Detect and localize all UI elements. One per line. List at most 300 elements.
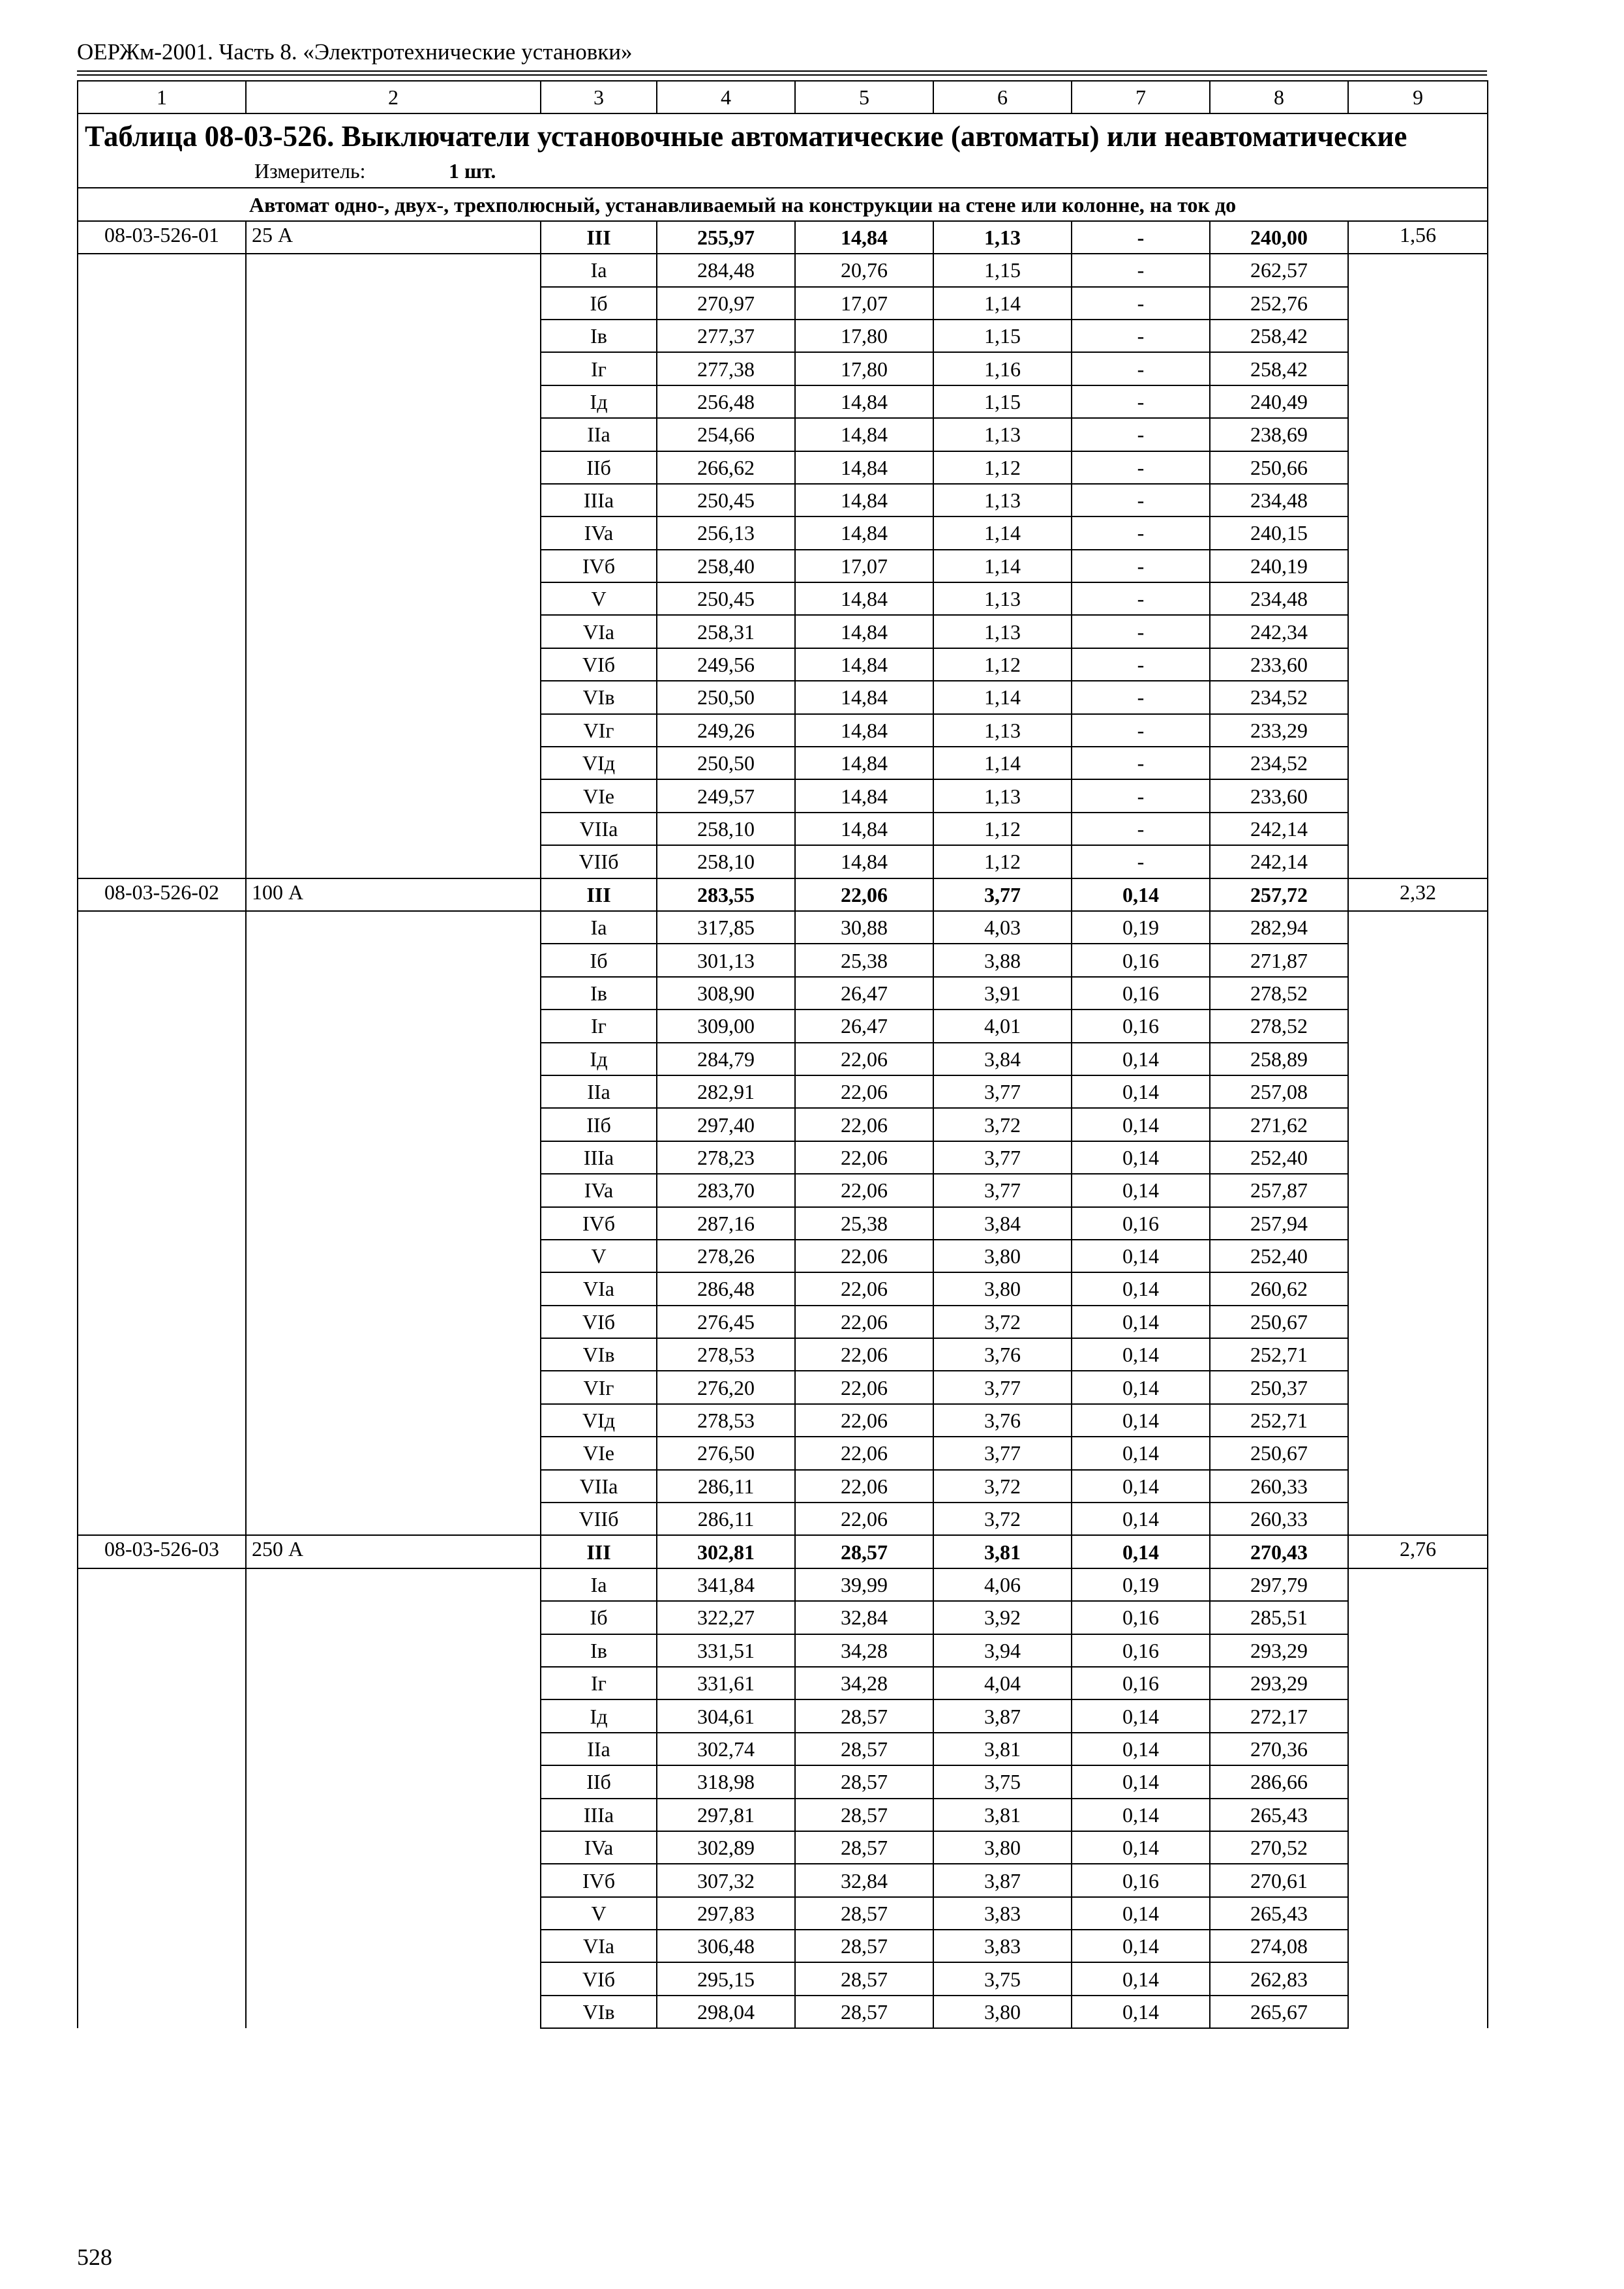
value-col8: 240,15	[1210, 516, 1348, 549]
value-col6: 3,83	[933, 1930, 1072, 1962]
value-col6: 1,14	[933, 747, 1072, 779]
value-col8: 278,52	[1210, 977, 1348, 1010]
value-col6: 1,13	[933, 615, 1072, 648]
region-code: IVa	[541, 1174, 657, 1206]
norm-code-cell	[78, 1831, 246, 1864]
norm-name-cell	[246, 1240, 541, 1272]
value-col9-cell	[1348, 1010, 1488, 1042]
region-code: VIв	[541, 681, 657, 713]
region-code: Ia	[541, 254, 657, 286]
table-row	[78, 944, 1488, 976]
norm-name-cell	[246, 320, 541, 352]
value-col6: 3,81	[933, 1535, 1072, 1568]
norm-name-cell	[246, 287, 541, 320]
norm-code-cell	[78, 1010, 246, 1042]
value-col5: 22,06	[795, 1404, 933, 1437]
value-col4: 278,53	[657, 1338, 795, 1371]
value-col4: 258,10	[657, 813, 795, 845]
value-col7: -	[1072, 582, 1210, 615]
norm-code-cell	[78, 385, 246, 418]
value-col9-cell	[1348, 418, 1488, 451]
norm-name-cell	[246, 747, 541, 779]
norm-name-cell	[246, 1371, 541, 1403]
value-col8: 250,67	[1210, 1437, 1348, 1469]
value-col9-cell	[1348, 615, 1488, 648]
value-col7: -	[1072, 320, 1210, 352]
value-col6: 3,92	[933, 1601, 1072, 1634]
value-col9-cell	[1348, 1634, 1488, 1667]
value-col5: 14,84	[795, 582, 933, 615]
value-col5: 22,06	[795, 1075, 933, 1108]
table-row	[78, 1535, 1488, 1568]
value-col8: 257,87	[1210, 1174, 1348, 1206]
table-row	[78, 1996, 1488, 2028]
value-col8: 240,00	[1210, 221, 1348, 254]
norm-code-cell	[78, 254, 246, 286]
value-col8: 270,43	[1210, 1535, 1348, 1568]
value-col4: 283,70	[657, 1174, 795, 1206]
value-col9-cell	[1348, 1733, 1488, 1765]
value-col6: 3,76	[933, 1338, 1072, 1371]
value-col4: 304,61	[657, 1699, 795, 1732]
value-col4: 301,13	[657, 944, 795, 976]
norm-name-cell	[246, 1831, 541, 1864]
value-col9-cell	[1348, 1962, 1488, 1995]
value-col9-cell	[1348, 1108, 1488, 1141]
value-col4: 318,98	[657, 1765, 795, 1798]
value-col4: 317,85	[657, 911, 795, 944]
norm-code-cell	[78, 1108, 246, 1141]
value-col7: 0,19	[1072, 911, 1210, 944]
value-col5: 22,06	[795, 1141, 933, 1174]
table-row	[78, 1864, 1488, 1896]
norm-name-cell	[246, 1010, 541, 1042]
value-col5: 22,06	[795, 1240, 933, 1272]
value-col6: 1,13	[933, 221, 1072, 254]
value-col5: 22,06	[795, 1437, 933, 1469]
value-col4: 278,53	[657, 1404, 795, 1437]
value-col6: 1,12	[933, 451, 1072, 484]
region-code: VIв	[541, 1996, 657, 2028]
value-col6: 1,14	[933, 550, 1072, 582]
norm-code-cell	[78, 845, 246, 878]
norm-name-cell	[246, 1503, 541, 1535]
value-col6: 3,76	[933, 1404, 1072, 1437]
value-col6: 3,81	[933, 1733, 1072, 1765]
value-col5: 14,84	[795, 451, 933, 484]
value-col4: 249,26	[657, 714, 795, 747]
value-col6: 3,80	[933, 1240, 1072, 1272]
region-code: VIIa	[541, 1470, 657, 1503]
norm-name: 100 А	[246, 878, 541, 911]
value-col5: 22,06	[795, 878, 933, 911]
value-col9-cell	[1348, 911, 1488, 944]
region-code: VIe	[541, 1437, 657, 1469]
region-code: Iв	[541, 1634, 657, 1667]
value-col4: 302,89	[657, 1831, 795, 1864]
value-col6: 3,77	[933, 1075, 1072, 1108]
value-col5: 25,38	[795, 944, 933, 976]
value-col9-cell	[1348, 254, 1488, 286]
table-title-cell	[78, 113, 1488, 188]
region-code: VIa	[541, 615, 657, 648]
value-col9-cell	[1348, 1371, 1488, 1403]
region-code: VIIб	[541, 845, 657, 878]
table-row	[78, 1733, 1488, 1765]
region-code: IIб	[541, 1108, 657, 1141]
value-col4: 306,48	[657, 1930, 795, 1962]
value-col5: 34,28	[795, 1667, 933, 1699]
value-col6: 1,12	[933, 845, 1072, 878]
value-col5: 14,84	[795, 418, 933, 451]
region-code: IIa	[541, 1733, 657, 1765]
value-col8: 258,42	[1210, 320, 1348, 352]
value-col4: 287,16	[657, 1207, 795, 1240]
norm-code-cell	[78, 1601, 246, 1634]
value-col9-cell	[1348, 1075, 1488, 1108]
column-number-row	[78, 81, 1488, 113]
table-row	[78, 451, 1488, 484]
value-col7: -	[1072, 254, 1210, 286]
value-col8: 250,67	[1210, 1306, 1348, 1338]
table-row	[78, 779, 1488, 812]
value-col8: 282,94	[1210, 911, 1348, 944]
norm-code-cell	[78, 418, 246, 451]
table-row	[78, 1108, 1488, 1141]
value-col5: 26,47	[795, 977, 933, 1010]
value-col7: 0,16	[1072, 1207, 1210, 1240]
value-col7: 0,14	[1072, 1141, 1210, 1174]
norm-code-cell	[78, 813, 246, 845]
value-col9-cell	[1348, 1799, 1488, 1831]
norm-name-cell	[246, 1733, 541, 1765]
value-col9-cell	[1348, 1141, 1488, 1174]
value-col5: 28,57	[795, 1535, 933, 1568]
value-col7: -	[1072, 615, 1210, 648]
table-row	[78, 254, 1488, 286]
value-col7: -	[1072, 451, 1210, 484]
value-col5: 14,84	[795, 484, 933, 516]
value-col8: 252,40	[1210, 1141, 1348, 1174]
value-col6: 3,75	[933, 1962, 1072, 1995]
value-col6: 3,77	[933, 1371, 1072, 1403]
value-col6: 3,87	[933, 1864, 1072, 1896]
norm-code-cell	[78, 451, 246, 484]
value-col9-cell	[1348, 1338, 1488, 1371]
value-col7: 0,16	[1072, 1010, 1210, 1042]
region-code: IVб	[541, 1864, 657, 1896]
value-col7: 0,14	[1072, 1733, 1210, 1765]
value-col4: 277,38	[657, 352, 795, 385]
value-col5: 14,84	[795, 221, 933, 254]
norm-code-cell	[78, 1733, 246, 1765]
region-code: VIг	[541, 1371, 657, 1403]
region-code: VIб	[541, 1962, 657, 1995]
norm-code-cell	[78, 1699, 246, 1732]
region-code: IVa	[541, 516, 657, 549]
value-col8: 278,52	[1210, 1010, 1348, 1042]
norm-name-cell	[246, 1634, 541, 1667]
norm-code-cell	[78, 714, 246, 747]
norm-code-cell	[78, 1075, 246, 1108]
value-col7: 0,14	[1072, 1404, 1210, 1437]
region-code: VIг	[541, 714, 657, 747]
value-col6: 3,87	[933, 1699, 1072, 1732]
table-row	[78, 418, 1488, 451]
table-row	[78, 648, 1488, 681]
table-row	[78, 221, 1488, 254]
norm-name-cell	[246, 1075, 541, 1108]
region-code: IIб	[541, 1765, 657, 1798]
value-col9-cell	[1348, 1930, 1488, 1962]
region-code: V	[541, 1897, 657, 1930]
value-col8: 293,29	[1210, 1634, 1348, 1667]
norm-name: 250 А	[246, 1535, 541, 1568]
norm-name-cell	[246, 1864, 541, 1896]
table-row	[78, 615, 1488, 648]
value-col4: 286,48	[657, 1272, 795, 1305]
value-col4: 322,27	[657, 1601, 795, 1634]
value-col6: 1,12	[933, 813, 1072, 845]
value-col7: -	[1072, 681, 1210, 713]
value-col6: 1,15	[933, 254, 1072, 286]
value-col4: 249,57	[657, 779, 795, 812]
value-col7: 0,16	[1072, 1864, 1210, 1896]
region-code: Ia	[541, 1568, 657, 1601]
value-col9-cell	[1348, 451, 1488, 484]
header-rule-bottom	[77, 74, 1487, 76]
value-col8: 252,71	[1210, 1404, 1348, 1437]
region-code: IVб	[541, 1207, 657, 1240]
value-col7: 0,14	[1072, 878, 1210, 911]
value-col7: 0,14	[1072, 1831, 1210, 1864]
value-col5: 30,88	[795, 911, 933, 944]
value-col4: 250,45	[657, 582, 795, 615]
norm-name-cell	[246, 615, 541, 648]
value-col7: 0,14	[1072, 1240, 1210, 1272]
value-col7: 0,16	[1072, 1601, 1210, 1634]
value-col4: 278,26	[657, 1240, 795, 1272]
table-row	[78, 1404, 1488, 1437]
value-col6: 3,91	[933, 977, 1072, 1010]
value-col7: -	[1072, 648, 1210, 681]
norm-name-cell	[246, 1404, 541, 1437]
region-code: V	[541, 1240, 657, 1272]
value-col9: 2,32	[1348, 878, 1488, 911]
value-col5: 28,57	[795, 1930, 933, 1962]
value-col7: 0,14	[1072, 1470, 1210, 1503]
value-col7: 0,14	[1072, 1338, 1210, 1371]
value-col5: 28,57	[795, 1962, 933, 1995]
section-heading: Автомат одно-, двух-, трехполюсный, устанавливаемый на конструкции на стене или колонне, на ток до	[78, 188, 1488, 220]
region-code: III	[541, 221, 657, 254]
value-col8: 250,66	[1210, 451, 1348, 484]
value-col6: 1,13	[933, 779, 1072, 812]
value-col7: 0,14	[1072, 1897, 1210, 1930]
value-col5: 14,84	[795, 845, 933, 878]
column-number: 8	[1210, 81, 1348, 113]
table-row	[78, 352, 1488, 385]
region-code: Iг	[541, 1010, 657, 1042]
value-col8: 274,08	[1210, 1930, 1348, 1962]
value-col7: -	[1072, 385, 1210, 418]
value-col9-cell	[1348, 1864, 1488, 1896]
value-col8: 242,14	[1210, 813, 1348, 845]
norm-name: 25 А	[246, 221, 541, 254]
norm-name-cell	[246, 254, 541, 286]
value-col5: 14,84	[795, 779, 933, 812]
value-col9-cell	[1348, 779, 1488, 812]
value-col5: 22,06	[795, 1338, 933, 1371]
value-col7: 0,14	[1072, 1043, 1210, 1075]
value-col8: 240,49	[1210, 385, 1348, 418]
value-col9-cell	[1348, 1404, 1488, 1437]
value-col8: 285,51	[1210, 1601, 1348, 1634]
norm-name-cell	[246, 1699, 541, 1732]
value-col8: 270,52	[1210, 1831, 1348, 1864]
region-code: VIIa	[541, 813, 657, 845]
value-col6: 3,75	[933, 1765, 1072, 1798]
norm-name-cell	[246, 845, 541, 878]
value-col5: 17,80	[795, 352, 933, 385]
value-col5: 17,07	[795, 287, 933, 320]
norm-code-cell	[78, 1437, 246, 1469]
table-row	[78, 1831, 1488, 1864]
value-col6: 3,72	[933, 1306, 1072, 1338]
table-row	[78, 681, 1488, 713]
region-code: III	[541, 878, 657, 911]
value-col5: 28,57	[795, 1733, 933, 1765]
value-col4: 284,79	[657, 1043, 795, 1075]
value-col6: 1,15	[933, 320, 1072, 352]
norm-name-cell	[246, 1601, 541, 1634]
value-col8: 257,08	[1210, 1075, 1348, 1108]
value-col9-cell	[1348, 1765, 1488, 1798]
table-row	[78, 714, 1488, 747]
value-col5: 14,84	[795, 681, 933, 713]
table-row	[78, 1272, 1488, 1305]
value-col6: 1,13	[933, 714, 1072, 747]
value-col5: 28,57	[795, 1699, 933, 1732]
table-row	[78, 1338, 1488, 1371]
value-col8: 286,66	[1210, 1765, 1348, 1798]
value-col9-cell	[1348, 484, 1488, 516]
value-col5: 25,38	[795, 1207, 933, 1240]
value-col9-cell	[1348, 1272, 1488, 1305]
value-col4: 302,81	[657, 1535, 795, 1568]
table-row	[78, 484, 1488, 516]
value-col4: 250,50	[657, 681, 795, 713]
region-code: VIд	[541, 747, 657, 779]
region-code: IIIa	[541, 484, 657, 516]
value-col7: 0,14	[1072, 1765, 1210, 1798]
column-number: 4	[657, 81, 795, 113]
value-col5: 14,84	[795, 648, 933, 681]
value-col9-cell	[1348, 385, 1488, 418]
table-row	[78, 1930, 1488, 1962]
norm-code-cell	[78, 320, 246, 352]
table-row	[78, 1601, 1488, 1634]
value-col9-cell	[1348, 1043, 1488, 1075]
value-col5: 32,84	[795, 1601, 933, 1634]
value-col6: 3,81	[933, 1799, 1072, 1831]
column-number: 5	[795, 81, 933, 113]
value-col8: 260,62	[1210, 1272, 1348, 1305]
value-col4: 297,81	[657, 1799, 795, 1831]
value-col8: 233,60	[1210, 648, 1348, 681]
value-col8: 265,67	[1210, 1996, 1348, 2028]
region-code: IIIa	[541, 1799, 657, 1831]
table-row	[78, 1043, 1488, 1075]
value-col5: 34,28	[795, 1634, 933, 1667]
region-code: Iг	[541, 1667, 657, 1699]
norm-name-cell	[246, 1667, 541, 1699]
value-col9-cell	[1348, 1699, 1488, 1732]
norm-name-cell	[246, 1207, 541, 1240]
norm-name-cell	[246, 1141, 541, 1174]
norm-name-cell	[246, 1470, 541, 1503]
value-col9-cell	[1348, 813, 1488, 845]
value-col8: 270,61	[1210, 1864, 1348, 1896]
value-col6: 1,14	[933, 516, 1072, 549]
table-row	[78, 1962, 1488, 1995]
value-col9-cell	[1348, 1174, 1488, 1206]
norm-code-cell	[78, 1043, 246, 1075]
value-col9: 1,56	[1348, 221, 1488, 254]
table-title: Таблица 08-03-526. Выключатели установочные автоматические (автоматы) или неавтоматические	[85, 120, 1407, 153]
value-col9-cell	[1348, 1568, 1488, 1601]
value-col8: 234,52	[1210, 747, 1348, 779]
value-col7: 0,14	[1072, 1108, 1210, 1141]
norm-code-cell	[78, 1207, 246, 1240]
norm-name-cell	[246, 418, 541, 451]
table-row	[78, 320, 1488, 352]
norm-code-cell	[78, 779, 246, 812]
norm-name-cell	[246, 813, 541, 845]
table-row	[78, 1141, 1488, 1174]
value-col5: 17,07	[795, 550, 933, 582]
value-col9-cell	[1348, 648, 1488, 681]
region-code: IIIa	[541, 1141, 657, 1174]
value-col4: 258,40	[657, 550, 795, 582]
norm-name-cell	[246, 484, 541, 516]
unit-value: 1 шт.	[449, 159, 496, 183]
value-col6: 3,77	[933, 878, 1072, 911]
value-col6: 3,80	[933, 1831, 1072, 1864]
table-row	[78, 1075, 1488, 1108]
value-col4: 250,45	[657, 484, 795, 516]
region-code: IIa	[541, 418, 657, 451]
norm-name-cell	[246, 1108, 541, 1141]
value-col9-cell	[1348, 516, 1488, 549]
value-col8: 233,60	[1210, 779, 1348, 812]
value-col8: 270,36	[1210, 1733, 1348, 1765]
value-col7: 0,14	[1072, 1272, 1210, 1305]
value-col6: 1,13	[933, 484, 1072, 516]
value-col7: -	[1072, 714, 1210, 747]
value-col7: 0,14	[1072, 1174, 1210, 1206]
value-col5: 22,06	[795, 1503, 933, 1535]
value-col7: 0,14	[1072, 1437, 1210, 1469]
table-row	[78, 1699, 1488, 1732]
region-code: III	[541, 1535, 657, 1568]
norm-name-cell	[246, 352, 541, 385]
norm-name-cell	[246, 1765, 541, 1798]
value-col9-cell	[1348, 1437, 1488, 1469]
column-number: 7	[1072, 81, 1210, 113]
value-col5: 14,84	[795, 516, 933, 549]
norm-code-cell	[78, 484, 246, 516]
